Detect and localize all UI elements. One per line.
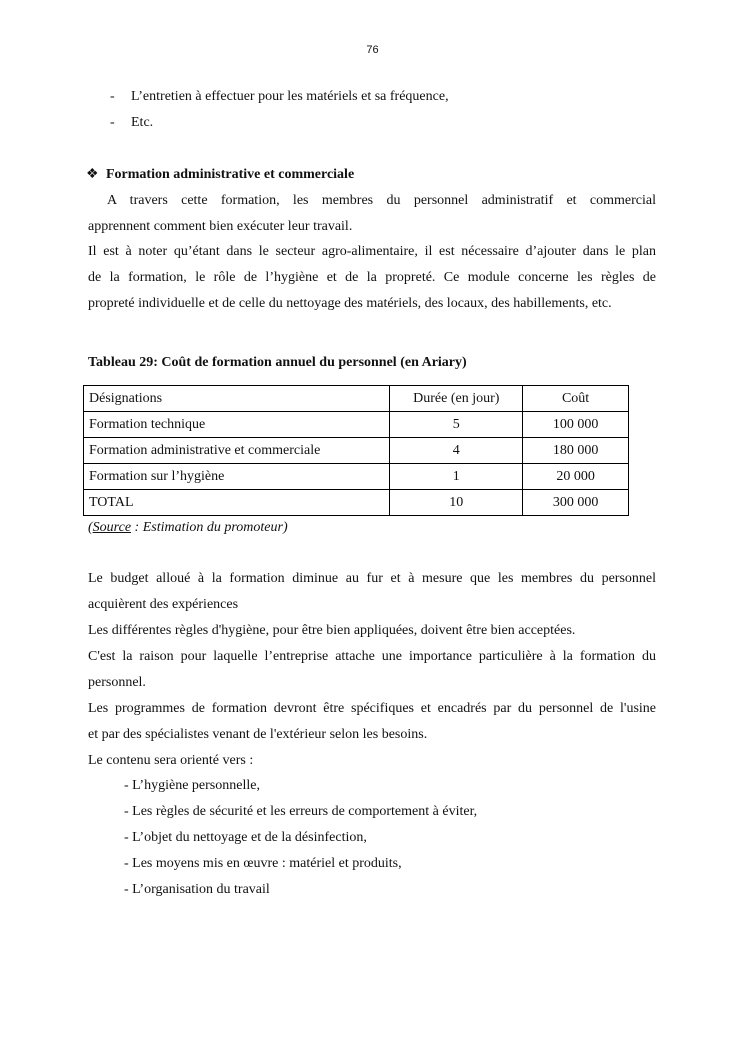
source-text: : Estimation du promoteur) (134, 520, 288, 535)
table-total-row (84, 490, 629, 516)
table-cell: 300 000 (523, 490, 629, 516)
table-cell: Formation technique (84, 412, 390, 438)
paragraph-line: C'est la raison pour laquelle l’entreprise attache une importance particulière à la formation du (88, 649, 656, 664)
table-cell: TOTAL (84, 490, 390, 516)
table-header-row (84, 386, 629, 412)
diamond-bullet-icon: ❖ (86, 167, 99, 182)
table-cell: 100 000 (523, 412, 629, 438)
list-dash: - (110, 89, 115, 104)
section-title: Formation administrative et commerciale (106, 167, 355, 182)
source-label: Source (92, 520, 132, 535)
table-cell: Formation sur l’hygiène (84, 464, 390, 490)
table-row (84, 464, 629, 490)
paragraph-line: Les différentes règles d'hygiène, pour être bien appliquées, doivent être bien acceptées. (88, 623, 576, 638)
page-number: 76 (366, 44, 379, 56)
paragraph-line: Le budget alloué à la formation diminue au fur et à mesure que les membres du personnel (88, 571, 656, 586)
paragraph-line: Il est à noter qu’étant dans le secteur agro-alimentaire, il est nécessaire d’ajouter dans le plan (88, 244, 656, 259)
paragraph-line: A travers cette formation, les membres du personnel administratif et commercial (107, 193, 656, 208)
list-dash: - (110, 115, 115, 130)
table-cell: 180 000 (523, 438, 629, 464)
list-item: - Les règles de sécurité et les erreurs de comportement à éviter, (124, 804, 478, 819)
table-header-cell: Coût (523, 386, 629, 412)
list-item-text: Etc. (131, 115, 154, 130)
table-cell: 1 (390, 464, 523, 490)
table-cell: 4 (390, 438, 523, 464)
table-cell: 20 000 (523, 464, 629, 490)
list-item: - Les moyens mis en œuvre : matériel et produits, (124, 856, 402, 871)
paragraph-line: apprennent comment bien exécuter leur travail. (88, 219, 353, 234)
table-cell: Formation administrative et commerciale (84, 438, 390, 464)
list-item: - L’objet du nettoyage et de la désinfection, (124, 830, 367, 845)
table-cell: 5 (390, 412, 523, 438)
paragraph-line: et par des spécialistes venant de l'extérieur selon les besoins. (88, 727, 428, 742)
list-item: - L’hygiène personnelle, (124, 778, 260, 793)
paragraph-line: personnel. (88, 675, 146, 690)
paragraph-line: de la formation, le rôle de l’hygiène et de la propreté. Ce module concerne les règles de (88, 270, 656, 285)
table-caption: Tableau 29: Coût de formation annuel du personnel (en Ariary) (88, 355, 467, 370)
table-header-cell: Désignations (84, 386, 390, 412)
table-row (84, 438, 629, 464)
paragraph-line: acquièrent des expériences (88, 597, 239, 612)
paragraph-line: Les programmes de formation devront être spécifiques et encadrés par du personnel de l'usine (88, 701, 656, 716)
table-cell: 10 (390, 490, 523, 516)
section-heading (86, 162, 354, 188)
source-open-paren: ( (88, 520, 93, 535)
table-source (88, 515, 288, 541)
paragraph-line: Le contenu sera orienté vers : (88, 753, 254, 768)
paragraph-line: propreté individuelle et de celle du nettoyage des matériels, des locaux, des habillements, etc. (88, 296, 612, 311)
table-header-cell: Durée (en jour) (390, 386, 523, 412)
list-item-text: L’entretien à effectuer pour les matériels et sa fréquence, (131, 89, 449, 104)
cost-table (83, 385, 629, 516)
table-row (84, 412, 629, 438)
list-item: - L’organisation du travail (124, 882, 270, 897)
